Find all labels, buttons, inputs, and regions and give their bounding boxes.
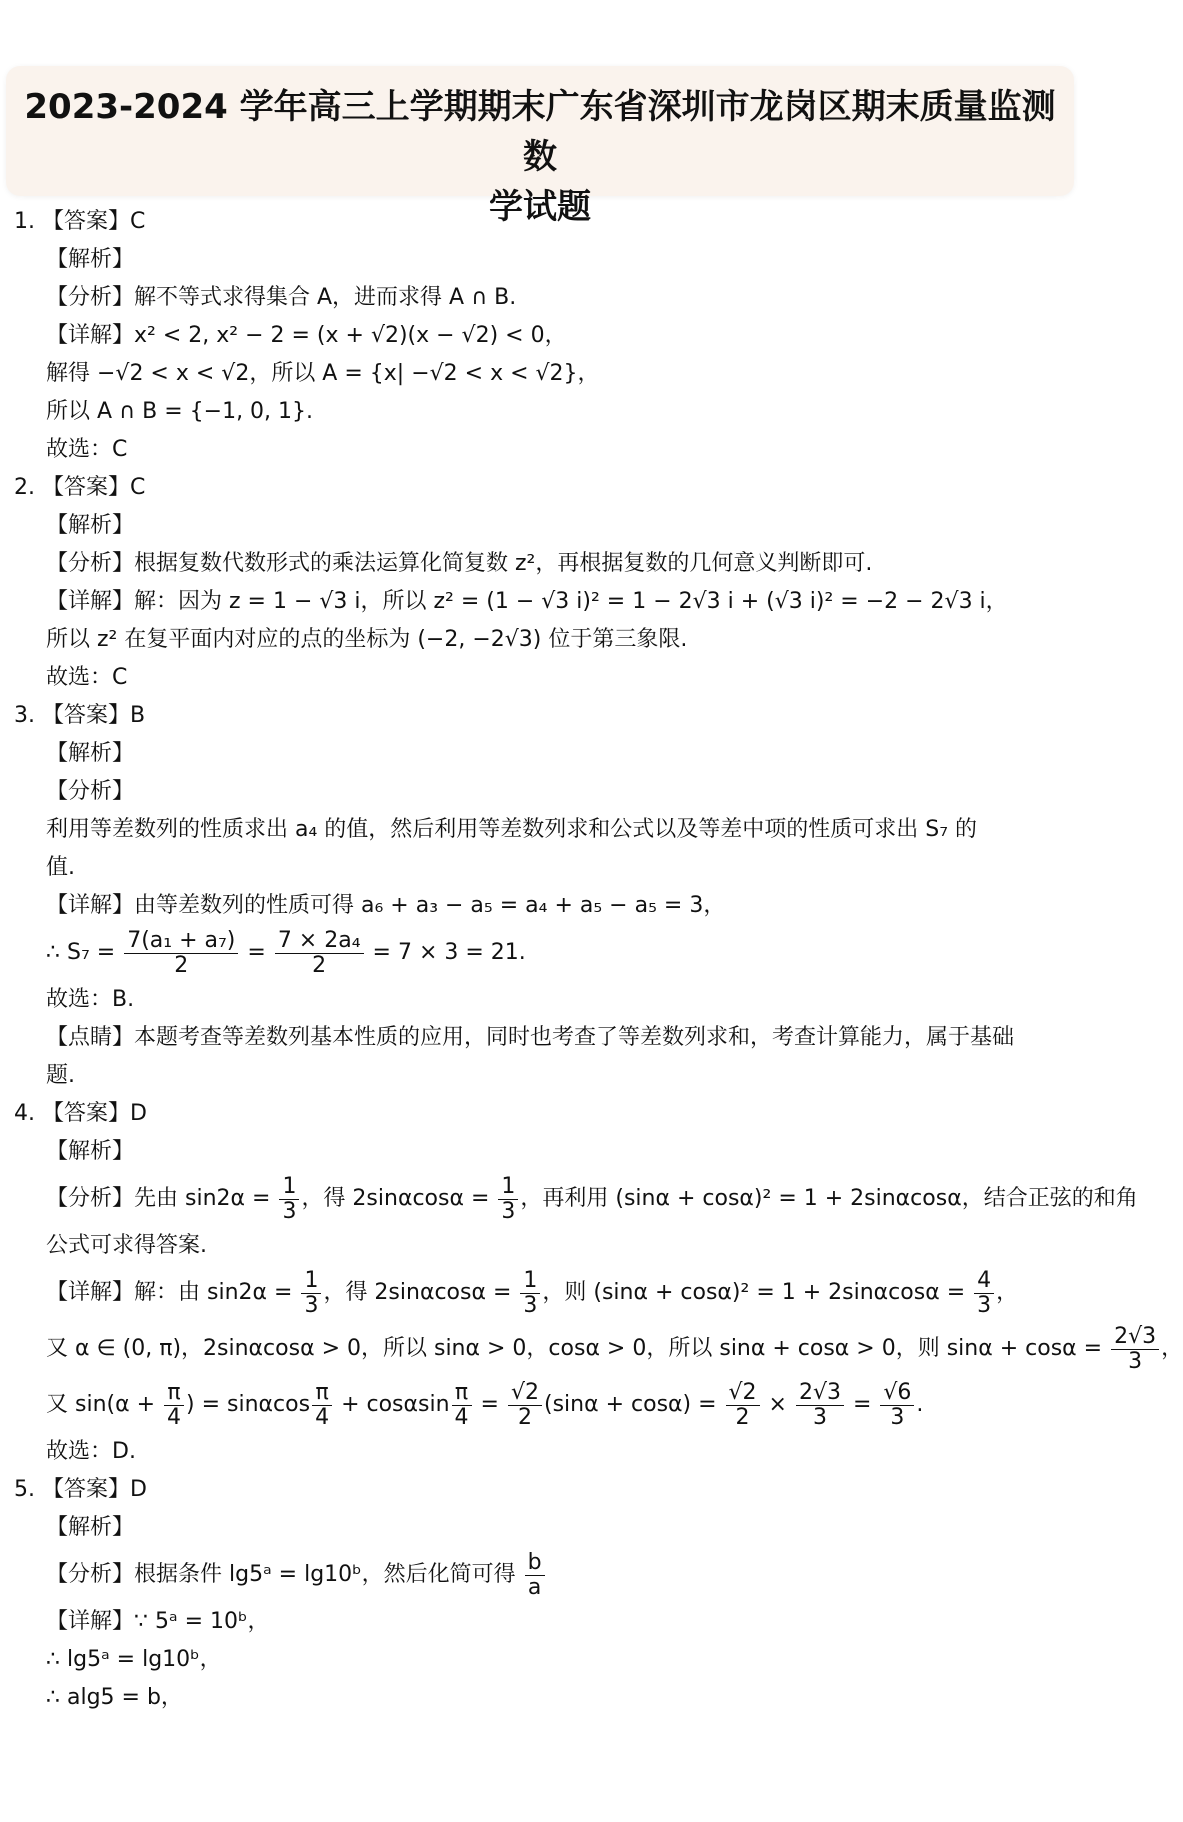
solution-line (0, 241, 1080, 279)
solution-line (0, 279, 1080, 317)
fraction (726, 1381, 760, 1430)
fraction (508, 1381, 542, 1430)
fraction-denominator: 4 (315, 1404, 330, 1430)
question-number-line (0, 1095, 1080, 1133)
line-text: + cosαsin (334, 1392, 450, 1417)
line-text: 故选：D. (46, 1439, 136, 1464)
solution-line (0, 621, 1080, 659)
line-text: 【解析】 (46, 1139, 135, 1164)
question-number-line (0, 697, 1080, 735)
line-text: = 7 × 3 = 21. (365, 940, 526, 965)
solution-line (0, 1679, 1080, 1717)
line-text: 1. 【答案】C (14, 209, 146, 234)
line-text: ， (996, 1280, 1019, 1305)
fraction-denominator: 3 (977, 1292, 992, 1318)
solution-line (0, 507, 1080, 545)
fraction (312, 1381, 332, 1430)
fraction (275, 929, 364, 978)
line-text: ∴ lg5ᵃ = lg10ᵇ， (46, 1647, 222, 1672)
line-text: ，得 2sinαcosα = (301, 1186, 497, 1211)
fraction-numerator: π (452, 1381, 472, 1406)
solution-line (0, 1133, 1080, 1171)
solution-line (0, 887, 1080, 925)
line-text: 【解析】 (46, 247, 135, 272)
question-number-line (0, 1471, 1080, 1509)
line-text: 【分析】先由 sin2α = (46, 1186, 278, 1211)
line-text: 题. (46, 1063, 75, 1088)
fraction-denominator: 3 (812, 1404, 827, 1430)
fraction (124, 929, 238, 978)
line-text: ，则 (sinα + cosα)² = 1 + 2sinαcosα = (542, 1280, 973, 1305)
fraction-numerator: 1 (498, 1175, 518, 1200)
fraction-numerator: 7 × 2a₄ (275, 929, 364, 954)
line-text: 【分析】根据条件 lg5ᵃ = lg10ᵇ，然后化简可得 (46, 1562, 523, 1587)
solution-line (0, 735, 1080, 773)
solution-line (0, 583, 1080, 621)
fraction-numerator: 7(a₁ + a₇) (124, 929, 238, 954)
line-text: ， (1161, 1336, 1183, 1361)
line-text: 故选：C (46, 437, 128, 462)
fraction-denominator: 3 (304, 1292, 319, 1318)
line-text: 【详解】解：因为 z = 1 − √3 i，所以 z² = (1 − √3 i)² = 1 − 2√3 i + (√3 i)² = −2 − 2√3 i， (46, 589, 1008, 614)
fraction-denominator: a (527, 1574, 542, 1600)
solution-line (0, 1603, 1080, 1641)
line-text: 【分析】 (46, 779, 135, 804)
fraction-numerator: b (525, 1551, 545, 1576)
solution-line (0, 393, 1080, 431)
fraction-numerator: 2√3 (1111, 1325, 1159, 1350)
line-text: = (845, 1392, 879, 1417)
line-text: 值. (46, 855, 75, 880)
fraction (520, 1269, 540, 1318)
solution-line (0, 773, 1080, 811)
line-text: 【解析】 (46, 1515, 135, 1540)
fraction (880, 1381, 914, 1430)
solution-line (0, 1547, 1080, 1603)
line-text: (sinα + cosα) = (543, 1392, 724, 1417)
line-text: 故选：C (46, 665, 128, 690)
fraction-numerator: π (164, 1381, 184, 1406)
question-number-line (0, 203, 1080, 241)
line-text: = (473, 1392, 506, 1417)
line-text: 所以 A ∩ B = {−1, 0, 1}. (46, 399, 314, 424)
fraction (452, 1381, 472, 1430)
line-text: 4. 【答案】D (14, 1101, 147, 1126)
line-text: 【详解】解：由 sin2α = (46, 1280, 300, 1305)
fraction-denominator: 3 (890, 1404, 905, 1430)
solution-line (0, 981, 1080, 1019)
solution-line (0, 1321, 1183, 1377)
solution-line (0, 317, 1080, 355)
line-text: 【分析】根据复数代数形式的乘法运算化简复数 z²，再根据复数的几何意义判断即可. (46, 551, 873, 576)
fraction (301, 1269, 321, 1318)
fraction-numerator: 1 (520, 1269, 540, 1294)
fraction (164, 1381, 184, 1430)
solution-line (0, 849, 1080, 887)
line-text: ∴ S₇ = (46, 940, 123, 965)
solution-line (0, 1227, 1080, 1265)
answer-content (0, 203, 1183, 1717)
solution-line (0, 545, 1080, 583)
fraction-numerator: √2 (508, 1381, 542, 1406)
fraction (498, 1175, 518, 1224)
solution-line (0, 1057, 1080, 1095)
fraction-denominator: 3 (1128, 1348, 1143, 1374)
solution-line (0, 925, 1080, 981)
line-text: ，得 2sinαcosα = (323, 1280, 519, 1305)
fraction-denominator: 2 (174, 952, 189, 978)
fraction-denominator: 3 (282, 1198, 297, 1224)
solution-line (0, 1171, 1138, 1227)
fraction-numerator: π (312, 1381, 332, 1406)
fraction-denominator: 2 (517, 1404, 532, 1430)
line-text: 公式可求得答案. (46, 1233, 207, 1258)
line-text: 所以 z² 在复平面内对应的点的坐标为 (−2, −2√3) 位于第三象限. (46, 627, 688, 652)
fraction (1111, 1325, 1159, 1374)
fraction (796, 1381, 844, 1430)
fraction-numerator: √6 (880, 1381, 914, 1406)
line-text: ，再利用 (sinα + cosα)² = 1 + 2sinαcosα，结合正弦的和角 (520, 1186, 1138, 1211)
question-number-line (0, 469, 1080, 507)
line-text: 5. 【答案】D (14, 1477, 147, 1502)
line-text: × (761, 1392, 794, 1417)
solution-line (0, 355, 1080, 393)
line-text: . (916, 1392, 924, 1417)
line-text: 解得 −√2 < x < √2，所以 A = {x| −√2 < x < √2}， (46, 361, 600, 386)
fraction-numerator: 1 (301, 1269, 321, 1294)
fraction-denominator: 2 (735, 1404, 750, 1430)
fraction-denominator: 4 (454, 1404, 469, 1430)
line-text: 2. 【答案】C (14, 475, 146, 500)
line-text: 【分析】解不等式求得集合 A，进而求得 A ∩ B. (46, 285, 517, 310)
fraction (974, 1269, 994, 1318)
solution-line (0, 431, 1080, 469)
line-text: 【点睛】本题考查等差数列基本性质的应用，同时也考查了等差数列求和，考查计算能力，属于基础 (46, 1025, 1015, 1050)
line-text: 【解析】 (46, 741, 135, 766)
fraction-numerator: 1 (279, 1175, 299, 1200)
fraction (279, 1175, 299, 1224)
solution-line (0, 1377, 1080, 1433)
line-text: 又 α ∈ (0, π)，2sinαcosα > 0，所以 sinα > 0，cosα > 0，所以 sinα + cosα > 0，则 sinα + cosα = (46, 1336, 1110, 1361)
solution-line (0, 1641, 1080, 1679)
line-text: 【详解】x² < 2, x² − 2 = (x + √2)(x − √2) < 0， (46, 323, 567, 348)
line-text: 3. 【答案】B (14, 703, 146, 728)
solution-line (0, 1265, 1080, 1321)
solution-line (0, 1433, 1080, 1471)
title-line-1: 2023-2024 学年高三上学期期末广东省深圳市龙岗区期末质量监测数 (24, 87, 1056, 177)
line-text: ∴ alg5 = b， (46, 1685, 183, 1710)
line-text: 【详解】由等差数列的性质可得 a₆ + a₃ − a₅ = a₄ + a₅ − a₅ = 3， (46, 893, 726, 918)
fraction-denominator: 4 (167, 1404, 182, 1430)
fraction-denominator: 3 (523, 1292, 538, 1318)
solution-line (0, 811, 1080, 849)
fraction-denominator: 3 (501, 1198, 516, 1224)
line-text: 【解析】 (46, 513, 135, 538)
line-text: 【详解】∵ 5ᵃ = 10ᵇ， (46, 1609, 270, 1634)
line-text: 利用等差数列的性质求出 a₄ 的值，然后利用等差数列求和公式以及等差中项的性质可求出 S₇ 的 (46, 817, 978, 842)
solution-line (0, 1019, 1080, 1057)
fraction (525, 1551, 545, 1600)
title-line-2: 学试题 (489, 187, 591, 227)
line-text: 又 sin(α + (46, 1392, 163, 1417)
fraction-numerator: √2 (726, 1381, 760, 1406)
fraction-denominator: 2 (312, 952, 327, 978)
fraction-numerator: 2√3 (796, 1381, 844, 1406)
solution-line (0, 659, 1080, 697)
line-text: ) = sinαcos (186, 1392, 311, 1417)
solution-line (0, 1509, 1080, 1547)
line-text: = (240, 940, 273, 965)
line-text: 故选：B. (46, 987, 135, 1012)
fraction-numerator: 4 (974, 1269, 994, 1294)
